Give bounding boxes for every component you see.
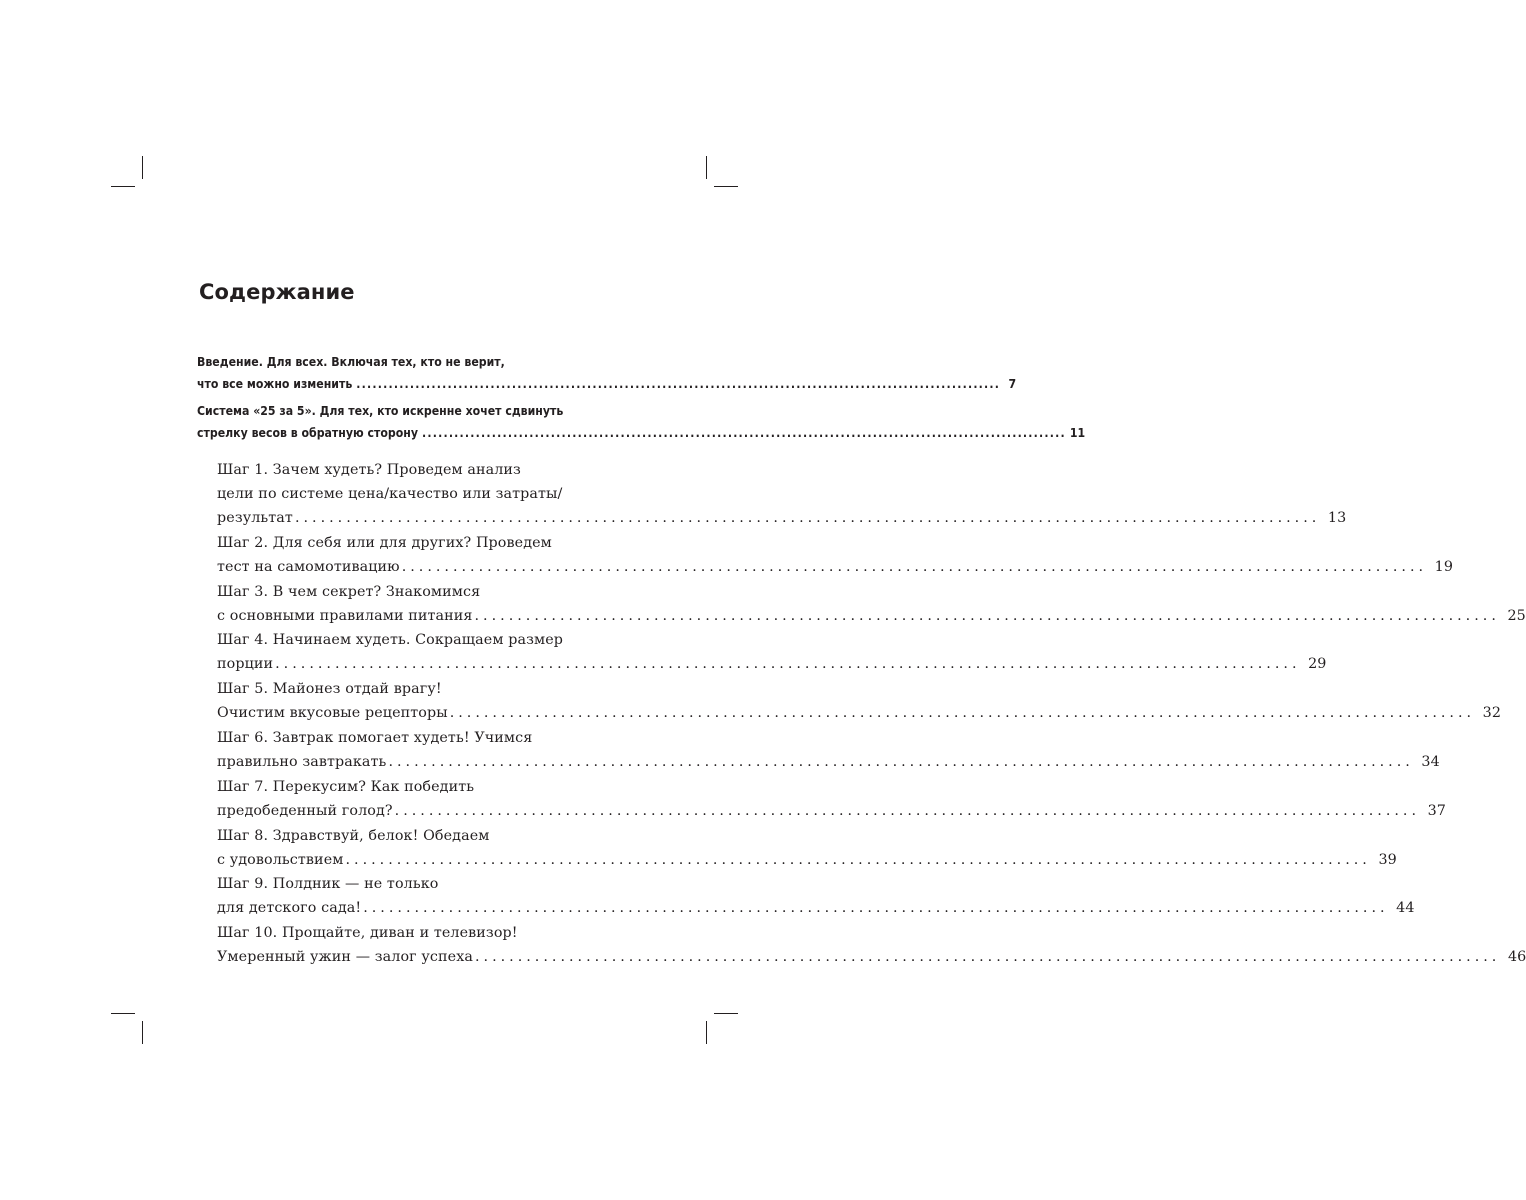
page-number: 34: [1421, 753, 1440, 770]
dot-leader: ........................................................................................................................: [345, 851, 1371, 868]
toc-section-entry: [197, 351, 1017, 395]
dot-leader: ........................................................................................................................: [401, 558, 1428, 575]
crop-mark-top-left-horizontal: [111, 186, 135, 187]
toc-entry-text: что все можно изменить: [197, 377, 353, 391]
dot-leader: ........................................................................................................................: [363, 900, 1389, 917]
toc-entry-last-line: [217, 799, 1447, 823]
toc-step-entry: [217, 775, 1447, 823]
toc-entry-line: Шаг 6. Завтрак помогает худеть! Учимся: [217, 729, 533, 746]
dot-leader: ........................................................................................................................: [449, 705, 1476, 722]
toc-step-entry: [217, 458, 1347, 530]
page-number: 32: [1482, 705, 1502, 722]
toc-entry-text: с основными правилами питания: [217, 607, 473, 624]
toc-entry-last-line: [217, 848, 1397, 872]
crop-mark-bottom-right-horizontal: [714, 1013, 738, 1014]
toc-entry-text: стрелку весов в обратную сторону: [197, 426, 418, 440]
toc-entry-line: Шаг 7. Перекусим? Как победить: [217, 778, 475, 795]
dot-leader: ........................................................................................................................: [474, 607, 1500, 624]
page-number: 29: [1308, 656, 1327, 673]
crop-mark-bottom-right-vertical: [706, 1021, 707, 1044]
page-number: 19: [1434, 558, 1454, 575]
toc-entry-line: Шаг 10. Прощайте, диван и телевизор!: [217, 925, 518, 942]
toc-entry-line: Система «25 за 5». Для тех, кто искренне хочет сдвинуть: [197, 404, 564, 418]
toc-entry-line: Шаг 9. Полдник — не только: [217, 876, 439, 893]
page-number: 46: [1507, 949, 1526, 966]
dot-leader: ........................................................................................................................: [294, 510, 1321, 526]
page-number: 39: [1378, 851, 1397, 868]
page-number: 11: [1069, 426, 1086, 440]
toc-entry-line: Шаг 3. В чем секрет? Знакомимся: [217, 583, 481, 600]
table-of-contents: [197, 351, 1526, 969]
toc-entry-text: предобеденный голод?: [217, 802, 393, 819]
toc-step-entry: [217, 872, 1415, 920]
crop-mark-bottom-left-vertical: [142, 1021, 143, 1044]
toc-step-entry: [217, 824, 1397, 872]
toc-entry-line: Шаг 4. Начинаем худеть. Сокращаем размер: [217, 632, 564, 649]
toc-entry-text: Очистим вкусовые рецепторы: [217, 705, 448, 722]
toc-step-entry: [217, 580, 1526, 628]
dot-leader: ........................................................................................................................: [356, 377, 1001, 391]
toc-entry-text: Умеренный ужин — залог успеха: [217, 949, 473, 966]
crop-mark-top-right-vertical: [706, 156, 707, 179]
page-number: 7: [1008, 377, 1017, 391]
toc-entry-last-line: [197, 373, 1017, 395]
dot-leader: ........................................................................................................................: [475, 949, 1501, 966]
toc-step-entry: [217, 628, 1327, 676]
toc-entry-text: тест на самомотивацию: [217, 558, 400, 575]
toc-entry-text: результат: [217, 510, 293, 526]
toc-step-entry: [217, 677, 1502, 725]
toc-entry-last-line: [217, 945, 1526, 969]
toc-entry-last-line: [197, 422, 1086, 444]
toc-entry-last-line: [217, 652, 1327, 676]
dot-leader: ........................................................................................................................: [388, 753, 1414, 770]
toc-entry-text: правильно завтракать: [217, 753, 387, 770]
toc-entry-last-line: [217, 896, 1415, 920]
toc-entry-last-line: [217, 604, 1526, 628]
toc-entry-text: для детского сада!: [217, 900, 362, 917]
page-number: 44: [1396, 900, 1415, 917]
toc-entry-last-line: [217, 506, 1347, 530]
toc-entry-line: Шаг 8. Здравствуй, белок! Обедаем: [217, 827, 490, 844]
toc-entry-last-line: [217, 701, 1502, 725]
toc-entry-last-line: [217, 555, 1454, 579]
crop-mark-top-left-vertical: [142, 156, 143, 179]
page-number: 25: [1507, 607, 1526, 624]
toc-entry-line: Шаг 2. Для себя или для других? Проведем: [217, 534, 552, 551]
toc-step-entry: [217, 531, 1454, 579]
page-number: 13: [1327, 510, 1347, 526]
crop-mark-top-right-horizontal: [714, 186, 738, 187]
toc-entry-text: порции: [217, 656, 274, 673]
toc-entry-line: Шаг 5. Майонез отдай врагу!: [217, 681, 442, 698]
toc-step-entry: [217, 921, 1526, 969]
toc-entry-last-line: [217, 750, 1440, 774]
dot-leader: ........................................................................................................................: [394, 802, 1421, 819]
toc-entry-text: с удовольствием: [217, 851, 344, 868]
toc-entry-line: Введение. Для всех. Включая тех, кто не верит,: [197, 355, 505, 369]
crop-mark-bottom-left-horizontal: [111, 1013, 135, 1014]
toc-step-entry: [217, 726, 1440, 774]
dot-leader: ........................................................................................................................: [421, 426, 1066, 440]
dot-leader: ........................................................................................................................: [275, 656, 1301, 673]
page-title: Содержание: [199, 280, 355, 304]
toc-section-entry: [197, 400, 1086, 444]
toc-entry-line: Шаг 1. Зачем худеть? Проведем анализ: [217, 462, 521, 478]
toc-entry-line: цели по системе цена/качество или затраты/: [217, 486, 563, 502]
page-number: 37: [1427, 802, 1447, 819]
